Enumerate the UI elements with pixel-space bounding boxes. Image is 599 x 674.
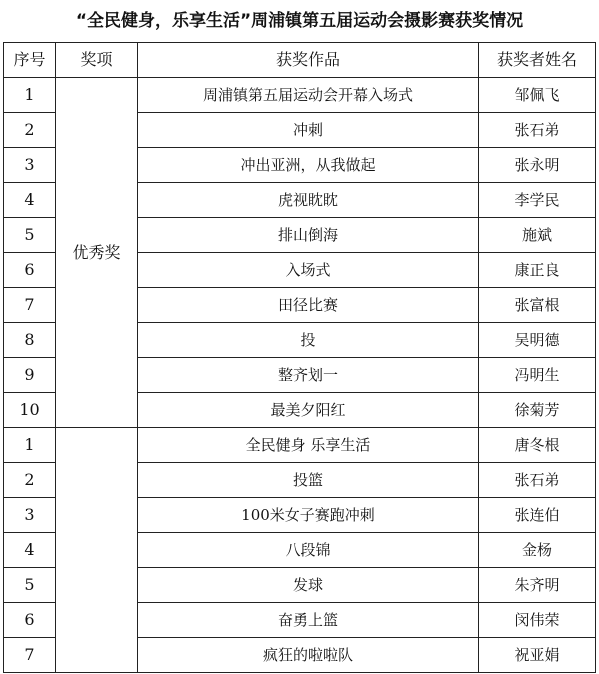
row-seq: 8 [4,323,56,358]
row-winner: 张石弟 [479,463,596,498]
table-row [4,78,596,113]
row-winner: 金杨 [479,533,596,568]
row-work: 最美夕阳红 [138,393,479,428]
row-work: 整齐划一 [138,358,479,393]
row-work: 疯狂的啦啦队 [138,638,479,673]
row-work: 100米女子赛跑冲刺 [138,498,479,533]
row-winner: 张连伯 [479,498,596,533]
row-work: 排山倒海 [138,218,479,253]
row-work: 八段锦 [138,533,479,568]
row-seq: 1 [4,78,56,113]
page-title: “全民健身，乐享生活”周浦镇第五届运动会摄影赛获奖情况 [75,11,524,31]
row-seq: 10 [4,393,56,428]
row-work: 田径比赛 [138,288,479,323]
row-winner: 康正良 [479,253,596,288]
row-winner: 唐冬根 [479,428,596,463]
row-winner: 冯明生 [479,358,596,393]
row-work: 投篮 [138,463,479,498]
row-winner: 张富根 [479,288,596,323]
table-header-row [4,43,596,78]
row-seq: 2 [4,113,56,148]
row-winner: 朱齐明 [479,568,596,603]
row-seq: 2 [4,463,56,498]
row-winner: 吴明德 [479,323,596,358]
row-work: 冲刺 [138,113,479,148]
awards-table [3,42,596,673]
row-seq: 1 [4,428,56,463]
header-winner: 获奖者姓名 [479,43,596,78]
row-winner: 祝亚娟 [479,638,596,673]
row-winner: 徐菊芳 [479,393,596,428]
row-award: 优秀奖 [56,78,138,428]
row-work: 冲出亚洲，从我做起 [138,148,479,183]
row-work: 发球 [138,568,479,603]
header-seq: 序号 [4,43,56,78]
row-winner: 张石弟 [479,113,596,148]
row-winner: 邹佩飞 [479,78,596,113]
row-winner: 李学民 [479,183,596,218]
row-work: 全民健身 乐享生活 [138,428,479,463]
row-seq: 9 [4,358,56,393]
row-winner: 张永明 [479,148,596,183]
row-work: 入场式 [138,253,479,288]
row-winner: 闵伟荣 [479,603,596,638]
row-seq: 7 [4,288,56,323]
row-seq: 4 [4,183,56,218]
row-work: 投 [138,323,479,358]
header-work: 获奖作品 [138,43,479,78]
row-seq: 7 [4,638,56,673]
row-seq: 5 [4,568,56,603]
row-award [56,428,138,673]
row-seq: 3 [4,148,56,183]
row-winner: 施斌 [479,218,596,253]
row-work: 虎视眈眈 [138,183,479,218]
row-work: 周浦镇第五届运动会开幕入场式 [138,78,479,113]
header-award: 奖项 [56,43,138,78]
row-seq: 3 [4,498,56,533]
row-seq: 6 [4,603,56,638]
row-work: 奋勇上篮 [138,603,479,638]
table-body [4,78,596,673]
table-row [4,428,596,463]
row-seq: 4 [4,533,56,568]
row-seq: 6 [4,253,56,288]
row-seq: 5 [4,218,56,253]
